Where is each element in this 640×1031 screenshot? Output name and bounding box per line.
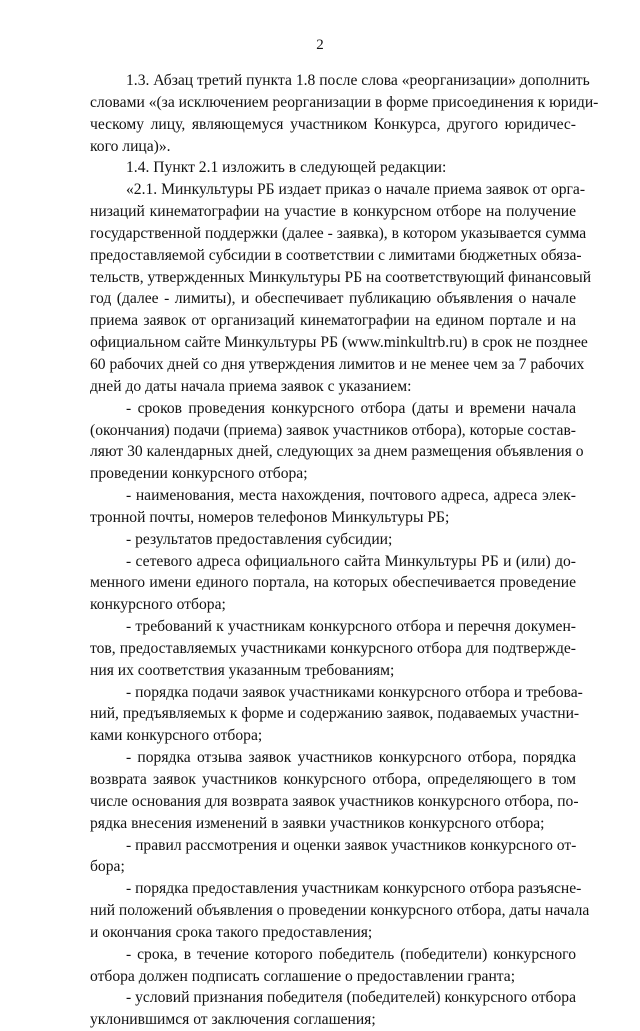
paragraph <box>90 747 579 834</box>
text-line: конкурсного отбора; <box>90 596 226 614</box>
paragraph <box>90 944 576 988</box>
text-line: - порядка отзыва заявок участников конкурсного отбора, порядка <box>126 749 576 767</box>
text-line: ний, предъявляемых к форме и содержанию заявок, подаваемых участни- <box>90 705 580 723</box>
paragraph <box>90 835 576 879</box>
text-line: 1.3. Абзац третий пункта 1.8 после слова «реорганизации» дополнить <box>126 72 590 89</box>
text-line: предоставляемой субсидии в соответствии с лимитами бюджетных обяза- <box>90 246 582 264</box>
text-line: 1.4. Пункт 2.1 изложить в следующей редакции: <box>126 159 447 177</box>
text-line: рядка внесения изменений в заявки участников конкурсного отбора; <box>90 814 545 832</box>
text-line: ляют 30 календарных дней, следующих за днем размещения объявления о <box>90 443 584 461</box>
paragraph <box>90 398 584 485</box>
paragraph <box>90 878 590 944</box>
text-line: ческому лицу, являющемуся участником Конкурса, другого юридичес- <box>90 115 576 133</box>
text-line: низаций кинематографии на участие в конкурсном отборе на получение <box>90 203 576 221</box>
document-body <box>90 70 599 1031</box>
paragraph <box>90 616 576 682</box>
text-line: проведении конкурсного отбора; <box>90 465 308 483</box>
text-line: кого лица)». <box>90 137 171 155</box>
text-line: менного имени единого портала, на которых обеспечивается проведение <box>90 574 576 592</box>
text-line: ками конкурсного отбора; <box>90 727 263 745</box>
text-line: - требований к участникам конкурсного отбора и перечня докумен- <box>126 618 576 636</box>
paragraph <box>90 551 576 617</box>
paragraph <box>90 157 576 179</box>
text-line: - правил рассмотрения и оценки заявок участников конкурсного от- <box>126 836 577 854</box>
text-line: - сетевого адреса официального сайта Минкультуры РБ и (или) до- <box>126 552 576 570</box>
text-line: «2.1. Минкультуры РБ издает приказ о начале приема заявок от орга- <box>126 181 586 199</box>
text-line: 60 рабочих дней со дня утверждения лимитов и не менее чем за 7 рабочих <box>90 355 585 373</box>
text-line: - условий признания победителя (победителей) конкурсного отбора <box>126 989 576 1007</box>
paragraph <box>90 485 576 529</box>
text-line: - сроков проведения конкурсного отбора (даты и времени начала <box>126 399 576 417</box>
text-line: возврата заявок участников конкурсного отбора, определяющего в том <box>90 771 576 788</box>
text-line: уклонившимся от заключения соглашения; <box>90 1011 376 1029</box>
text-line: (окончания) подачи (приема) заявок участников отбора), которые состав- <box>90 421 576 439</box>
text-line: - наименования, места нахождения, почтового адреса, адреса элек- <box>126 487 576 505</box>
text-line: словами «(за исключением реорганизации в форме присоединения к юриди- <box>90 93 599 111</box>
text-line: и окончания срока такого предоставления; <box>90 923 373 941</box>
text-line: - порядка подачи заявок участниками конкурсного отбора и требова- <box>126 683 583 701</box>
text-line: официальном сайте Минкультуры РБ (www.minkultrb.ru) в срок не позднее <box>90 334 588 352</box>
paragraph <box>90 70 599 157</box>
text-line: отбора должен подписать соглашение о предоставлении гранта; <box>90 967 516 985</box>
text-line: государственной поддержки (далее - заявка), в котором указывается сумма <box>90 224 587 242</box>
text-line: - срока, в течение которого победитель (победители) конкурсного <box>126 945 576 963</box>
paragraph <box>90 529 576 551</box>
paragraph <box>90 682 583 748</box>
text-line: - результатов предоставления субсидии; <box>126 530 393 548</box>
text-line: дней до даты начала приема заявок с указанием: <box>90 377 412 395</box>
text-line: ний положений объявления о проведении конкурсного отбора, даты начала <box>90 902 590 920</box>
text-line: - порядка предоставления участникам конкурсного отбора разъясне- <box>126 880 582 898</box>
text-line: числе основания для возврата заявок участников конкурсного отбора, по- <box>90 792 579 810</box>
text-line: приема заявок от организаций кинематографии на едином портале и на <box>90 312 576 330</box>
text-line: год (далее - лимиты), и обеспечивает публикацию объявления о начале <box>90 290 576 308</box>
text-line: ния их соответствия указанным требованиям; <box>90 661 395 679</box>
page-number: 2 <box>316 37 324 53</box>
paragraph <box>90 179 592 397</box>
paragraph <box>90 987 576 1031</box>
text-line: бора; <box>90 858 125 876</box>
text-line: тронной почты, номеров телефонов Минкультуры РБ; <box>90 508 450 526</box>
text-line: тельств, утвержденных Минкультуры РБ на соответствующий финансовый <box>90 268 592 286</box>
text-line: тов, предоставляемых участниками конкурсного отбора для подтвержде- <box>90 639 576 657</box>
